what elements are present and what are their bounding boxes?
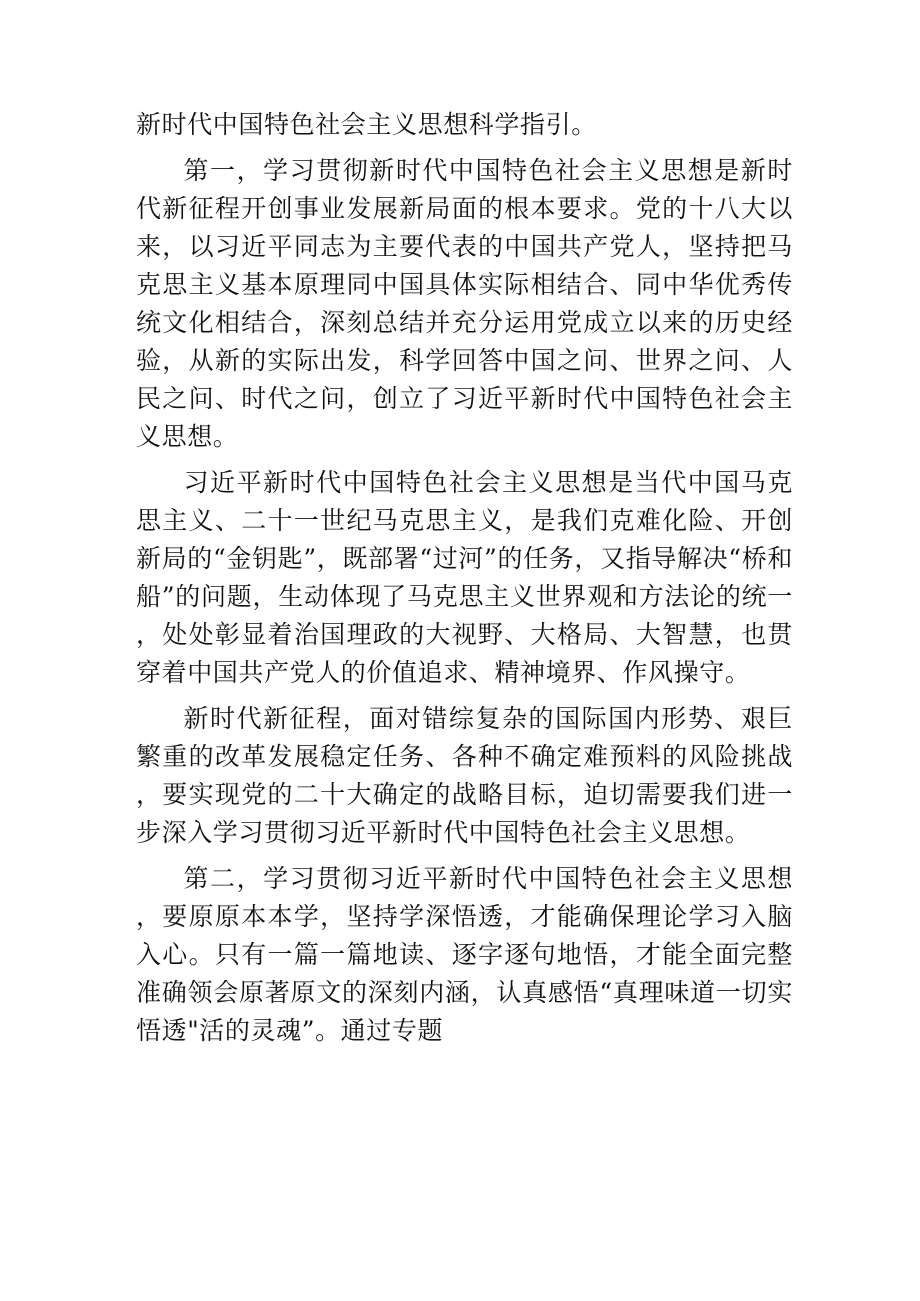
paragraph-first-point: 第一，学习贯彻新时代中国特色社会主义思想是新时代新征程开创事业发展新局面的根本要求。党的十八大以来，以习近平同志为主要代表的中国共产党人，坚持把马克思主义基本原理同中国具体实际相结合、同中华优秀传统文化相结合，深刻总结并充分运用党成立以来的历史经验，从新的实际出发，科学回答中国之问、世界之问、人民之问、时代之问，创立了习近平新时代中国特色社会主义思想。	[136, 156, 793, 451]
paragraph-thought-significance: 习近平新时代中国特色社会主义思想是当代中国马克思主义、二十一世纪马克思主义，是我们克难化险、开创新局的“金钥匙”，既部署“过河”的任务，又指导解决“桥和船”的问题，生动体现了马克思主义世界观和方法论的统一，处处彰显着治国理政的大视野、大格局、大智慧，也贯穿着中国共产党人的价值追求、精神境界、作风操守。	[136, 468, 793, 687]
paragraph-second-point: 第二，学习贯彻习近平新时代中国特色社会主义思想，要原原本本学，坚持学深悟透，才能确保理论学习入脑入心。只有一篇一篇地读、逐字逐句地悟，才能全面完整准确领会原著原文的深刻内涵，认真感悟“真理味道一切实悟透"活的灵魂”。通过专题	[136, 864, 793, 1045]
document-body	[136, 106, 793, 1058]
paragraph-new-journey: 新时代新征程，面对错综复杂的国际国内形势、艰巨繁重的改革发展稳定任务、各种不确定难预料的风险挑战，要实现党的二十大确定的战略目标，迫切需要我们进一步深入学习贯彻习近平新时代中国特色社会主义思想。	[136, 704, 793, 847]
paragraph-continuation: 新时代中国特色社会主义思想科学指引。	[136, 110, 597, 139]
